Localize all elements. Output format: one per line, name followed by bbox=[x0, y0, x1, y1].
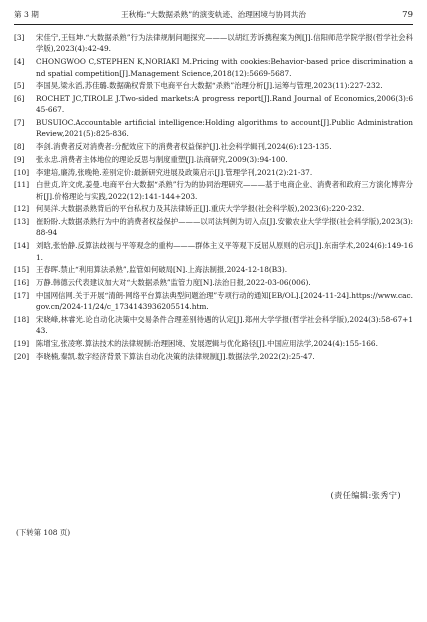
reference-number: [16] bbox=[14, 277, 30, 287]
reference-item bbox=[14, 80, 413, 91]
reference-item bbox=[14, 203, 413, 214]
reference-item bbox=[14, 32, 413, 55]
reference-text: 何昊洋.大数据杀熟背后的平台私权力及其法律矫正[J].重庆大学学报(社会科学版),2023(6):220-232. bbox=[36, 204, 365, 214]
reference-text: 李剑.消费者反对消费者:分配效应下的消费者权益保护[J].社会科学辑刊,2024(6):123-135. bbox=[36, 142, 332, 152]
reference-item bbox=[14, 167, 413, 178]
reference-text: 崔盼盼.大数据杀熟行为中的消费者权益保护———以司法判例为切入点[J].安徽农业大学学报(社会科学版),2023(3):88-94 bbox=[36, 217, 413, 238]
reference-list bbox=[14, 32, 413, 363]
reference-text: ROCHET JC,TIROLE J.Two-sided markets:A progress report[J].Rand Journal of Economics,2006(3):645-667. bbox=[36, 93, 413, 115]
reference-item bbox=[14, 290, 413, 313]
reference-number: [7] bbox=[14, 118, 25, 128]
reference-number: [14] bbox=[14, 241, 30, 251]
reference-number: [3] bbox=[14, 33, 25, 42]
reference-text: 万静.韩德云代表建议加大对“大数据杀熟”监管力度[N].法治日报,2022-03-06(006). bbox=[36, 277, 311, 287]
reference-text: 李晓楠,秦凯.数字经济背景下算法自动化决策的法律规制[J].数据法学,2022(2):25-47. bbox=[36, 351, 315, 361]
reference-number: [10] bbox=[14, 167, 30, 177]
reference-number: [5] bbox=[14, 81, 25, 91]
reference-item bbox=[14, 93, 413, 116]
reference-item bbox=[14, 351, 413, 362]
reference-text: BUSUIOC.Accountable artificial intelligence:Holding algorithms to account[J].Public Administration Review,2021(5):825-836. bbox=[36, 118, 413, 139]
reference-item bbox=[14, 216, 413, 239]
reference-text: 张永忠.消费者主体地位的理论反思与制度重塑[J].法商研究,2009(3):94-100. bbox=[36, 154, 288, 164]
reference-number: [17] bbox=[14, 290, 30, 300]
issue-label: 第 3 期 bbox=[14, 10, 39, 19]
reference-text: 中国网信网.关于开展“清朗·网络平台算法典型问题治理”专项行动的通知[EB/OL].[2024-11-24].https://www.cac.gov.cn/2024-11/24/c_1734143936205514.htm. bbox=[36, 290, 413, 312]
reference-number: [18] bbox=[14, 314, 30, 324]
reference-item bbox=[14, 117, 413, 140]
reference-text: 陈增宝,张凌寒.算法技术的法律规制:治理困境、发展逻辑与优化路径[J].中国应用法学,2024(4):155-166. bbox=[36, 338, 378, 348]
reference-number: [15] bbox=[14, 265, 30, 275]
continued-note: (下转第 108 页) bbox=[16, 528, 71, 537]
reference-item bbox=[14, 154, 413, 165]
reference-item bbox=[14, 314, 413, 337]
reference-item bbox=[14, 338, 413, 349]
reference-item bbox=[14, 56, 413, 79]
reference-item bbox=[14, 264, 413, 275]
reference-text: 宋晓峰,林睿光.论自动化决策中交易条件合理差别待遇的认定[J].郑州大学学报(哲学社会科学版),2024(3):58-67+143. bbox=[36, 314, 413, 336]
reference-text: 李国昊,梁永滔,苏佳璐.数据确权背景下电商平台大数据“杀熟”治理分析[J].运筹与管理,2023(11):227-232. bbox=[36, 81, 383, 91]
reference-number: [12] bbox=[14, 204, 30, 214]
reference-text: CHONGWOO C,STEPHEN K,NORIAKI M.Pricing with cookies:Behavior-based price discrimination and spatial competition[J].Management Science,2018(12):5669-5687. bbox=[36, 57, 413, 78]
reference-item bbox=[14, 277, 413, 288]
reference-number: [6] bbox=[14, 93, 25, 103]
reference-number: [20] bbox=[14, 351, 30, 361]
reference-number: [13] bbox=[14, 217, 30, 227]
reference-text: 宋佳宁,王钰坤.“大数据杀熟”行为法律规制问题探究———以胡红芳诉携程案为例[J].信阳师范学院学报(哲学社会科学版),2023(4):42-49. bbox=[36, 33, 413, 54]
reference-number: [19] bbox=[14, 338, 30, 348]
reference-item bbox=[14, 240, 413, 263]
page-number: 79 bbox=[402, 10, 413, 20]
header-rule bbox=[14, 24, 413, 25]
page-header bbox=[14, 8, 413, 22]
reference-text: 刘晗,张怡静.反算法歧视与平等观念的重构———群体主义平等观下反屈从原则的启示[J].东南学术,2024(6):149-161. bbox=[36, 241, 413, 262]
running-title: 王秋梅:“大数据杀熟”的演变轨迹、治理困境与协同共治 bbox=[121, 10, 306, 19]
reference-text: 白世贞,许文虎,姜曼.电商平台大数据“杀熟”行为的协同治理研究———基于电商企业、消费者和政府三方演化博弈分析[J].价格理论与实践,2022(12):141-144+203. bbox=[36, 180, 413, 201]
reference-number: [11] bbox=[14, 180, 30, 190]
reference-number: [4] bbox=[14, 57, 25, 67]
editor-credit: (责任编辑:张秀宁) bbox=[330, 490, 401, 500]
reference-item bbox=[14, 179, 413, 202]
reference-number: [9] bbox=[14, 154, 25, 164]
reference-item bbox=[14, 141, 413, 152]
reference-number: [8] bbox=[14, 142, 25, 152]
reference-text: 王春晖.禁止“利用算法杀熟”,监管如何破局[N].上海法制报,2024-12-18(B3). bbox=[36, 265, 288, 275]
reference-text: 李建培,廉涛,张晚艳.差别定价:最新研究进展及政策启示[J].管理学刊,2021(2):21-37. bbox=[36, 167, 313, 177]
